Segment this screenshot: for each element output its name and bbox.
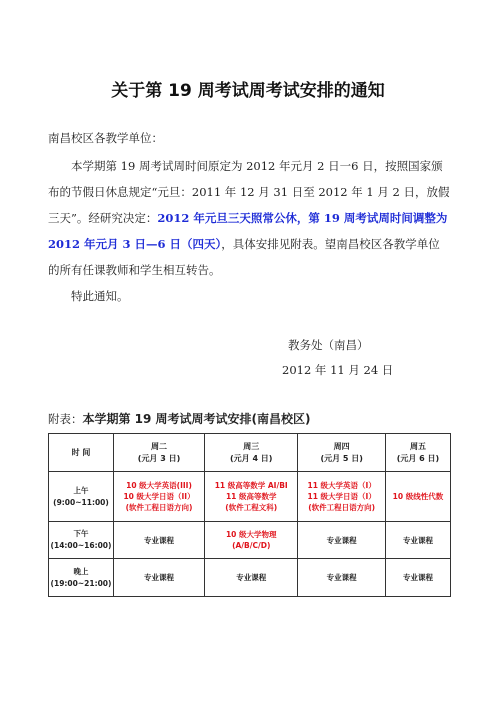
cell-evening-wed: 专业课程 — [205, 559, 298, 597]
attachment-caption — [48, 410, 311, 427]
table-row-evening — [49, 559, 451, 597]
exam-line: 11 级大学英语（I） — [307, 481, 376, 490]
cell-afternoon-tue: 专业课程 — [114, 522, 205, 559]
slot-evening-label: 晚上 — [73, 566, 89, 576]
paragraph-lead: 本学期第 19 周考试周时间原定为 2012 年元月 2 日一6 日，按照国家颁布的节假日休息规定“元旦：2011 年 12 月 31 日至 2012 年 1 月 2 日，放假三天”。经研究决定： — [48, 159, 450, 225]
body-paragraph — [48, 153, 450, 283]
paragraph-tail: ，具体安排见附表。望南昌校区各教学单位的所有任课教师和学生相互转告。 — [48, 237, 440, 277]
header-fri — [385, 434, 450, 472]
exam-line: (A/B/C/D) — [232, 541, 271, 550]
signature-dept: 教务处（南昌） — [288, 338, 369, 352]
exam-line: (软件工程日语方向) — [125, 503, 193, 512]
exam-line: 11 级高等数学 AI/BI — [214, 481, 288, 490]
cell-afternoon-wed — [205, 522, 298, 559]
cell-evening-fri: 专业课程 — [385, 559, 450, 597]
exam-line: 10 级大学物理 — [225, 530, 277, 539]
paragraph-highlight: 2012 年元旦三天照常公休，第 19 周考试周时间调整为 2012 年元月 3 日—6 日（四天） — [48, 211, 448, 251]
header-fri-date: (元月 6 日) — [396, 453, 440, 463]
slot-morning-time: (9:00~11:00) — [53, 497, 109, 507]
closing-notice: 特此通知。 — [71, 289, 129, 303]
addressee: 南昌校区各教学单位： — [48, 131, 163, 145]
header-wed — [205, 434, 298, 472]
exam-line: 11 级大学日语（I） — [307, 492, 376, 501]
exam-line: 11 级高等数学 — [225, 492, 277, 501]
table-row-morning — [49, 472, 451, 522]
slot-afternoon-time: (14:00~16:00) — [50, 541, 112, 550]
exam-line: (软件工程文科) — [225, 503, 278, 512]
exam-schedule-table — [48, 433, 451, 597]
cell-morning-tue — [114, 472, 205, 522]
slot-evening-time: (19:00~21:00) — [50, 578, 112, 588]
exam-line: 10 级大学英语(III) — [126, 481, 192, 490]
slot-evening — [49, 559, 114, 597]
cell-morning-wed — [205, 472, 298, 522]
header-fri-day: 周五 — [409, 441, 426, 451]
cell-morning-thu — [298, 472, 386, 522]
header-wed-day: 周三 — [243, 441, 260, 451]
cell-morning-fri: 10 级线性代数 — [385, 472, 450, 522]
table-header-row — [49, 434, 451, 472]
signature-date: 2012 年 11 月 24 日 — [282, 363, 394, 377]
cell-afternoon-fri: 专业课程 — [385, 522, 450, 559]
header-thu-day: 周四 — [333, 441, 350, 451]
cell-evening-thu: 专业课程 — [298, 559, 386, 597]
attachment-label: 附表： — [48, 412, 83, 426]
cell-afternoon-thu: 专业课程 — [298, 522, 386, 559]
slot-afternoon — [49, 522, 114, 559]
attachment-title: 本学期第 19 周考试周考试安排(南昌校区) — [82, 412, 311, 426]
header-tue-day: 周二 — [151, 441, 168, 451]
header-time-cell: 时 间 — [49, 434, 114, 472]
header-tue-date: (元月 3 日) — [137, 453, 181, 463]
slot-afternoon-label: 下午 — [73, 529, 89, 538]
header-thu-date: (元月 5 日) — [320, 453, 363, 463]
header-wed-date: (元月 4 日) — [230, 453, 273, 463]
table-row-afternoon — [49, 522, 451, 559]
header-tue — [114, 434, 205, 472]
slot-morning — [49, 472, 114, 522]
slot-morning-label: 上午 — [73, 485, 89, 495]
exam-line: 10 级大学日语（II） — [123, 492, 195, 501]
exam-line: (软件工程日语方向) — [308, 503, 376, 512]
header-thu — [298, 434, 386, 472]
cell-evening-tue: 专业课程 — [114, 559, 205, 597]
notice-title: 关于第 19 周考试周考试安排的通知 — [111, 81, 385, 101]
